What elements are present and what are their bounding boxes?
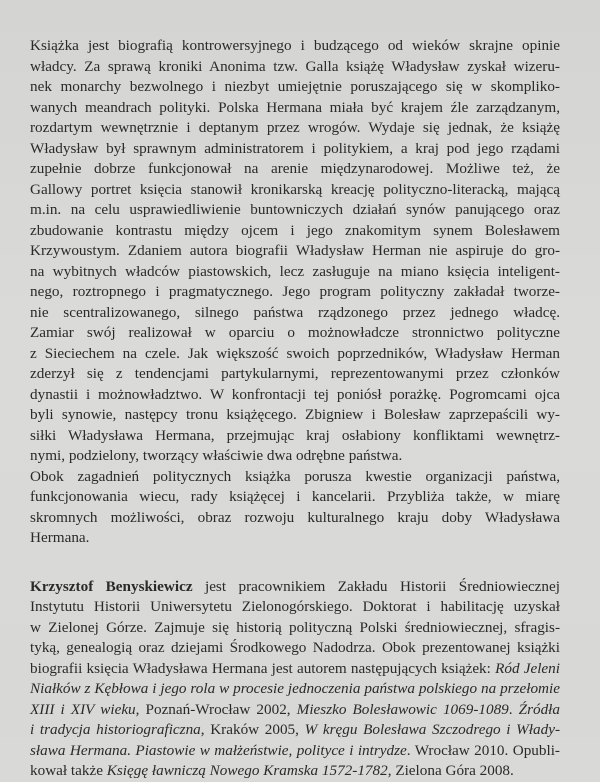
text-line: Książka jest biografią kontrowersyjnego i budzącego od wieków skrajne opinie: [30, 37, 560, 54]
book-title: Księgę ławniczą Nowego Kramska 1572-1782: [106, 762, 388, 779]
book-title: W kręgu Bolesława Szczodrego i Włady-: [304, 721, 561, 738]
text-line: wanych meandrach polityki. Polska Hermana miała być krajem źle zarządzanym,: [30, 98, 560, 116]
text-line: nek monarchy bezwolnego i niezbyt umiejętnie poruszającego się w skompliko-: [30, 78, 560, 95]
description-paragraph-2: [30, 467, 560, 549]
text-line: nymi, podzielony, tworzący właściwie dwa odrębne państwa.: [30, 447, 403, 464]
text-line: zupełnie dobrze funkcjonował na arenie międzynarodowej. Możliwe też, że: [30, 160, 560, 177]
book-title: Niałków z Kębłowa i jego rola w procesie jednoczenia państwa polskiego na przełomie: [30, 680, 560, 697]
text-line: m.in. na celu usprawiedliwienie buntowniczych działań synów panującego oraz: [30, 201, 560, 218]
bio-line: [30, 577, 560, 598]
bio-text: . Wrocław 2010. Opubli-: [406, 741, 560, 759]
text-line: siłki Władysława Hermana, przejmując kraj osłabiony konfliktami wewnętrz-: [30, 426, 560, 444]
author-bio: [30, 577, 560, 782]
bio-text: , Kraków 2005,: [200, 721, 305, 738]
bio-text: , Zielona Góra 2008.: [387, 762, 514, 779]
text-line: Władysław był sprawnym administratorem i politykiem, a kraj pod jego rządami: [30, 139, 560, 157]
bio-line: [30, 720, 560, 741]
text-line: na wybitnych władców piastowskich, lecz zasługuje na miano księcia inteligent-: [30, 262, 560, 280]
text-line: nie scentralizowanego, silnego państwa rządzonego przez jednego władcę.: [30, 303, 560, 321]
book-title: Źródła: [518, 700, 560, 718]
text-line: dynastii i możnowładztwo. W konfrontacji tej poniósł porażkę. Pogromcami ojca: [30, 385, 560, 403]
text-line: rozdartym wewnętrznie i deptanym przez wrogów. Wydaje się jednak, że książę: [30, 119, 560, 136]
bio-line: [30, 761, 560, 782]
book-title: Mieszko Bolesławowic 1069-1089: [296, 700, 509, 718]
bio-text: , Poznań-Wrocław 2002,: [135, 700, 297, 718]
text-line: Hermana.: [30, 529, 90, 546]
bio-line: [30, 679, 560, 700]
author-name: Krzysztof Benyskiewicz: [30, 577, 193, 595]
text-line: władcy. Za sprawą kroniki Anonima tzw. Galla książę Władysław zyskał wizeru-: [30, 57, 560, 75]
text-line: z Sieciechem na czele. Jak większość swoich poprzedników, Władysław Herman: [30, 344, 560, 362]
bio-line: [30, 659, 560, 680]
cover-text: [30, 36, 560, 782]
text-line: Zamiar swój realizował w oparciu o możnowładcze stronnictwo polityczne: [30, 324, 560, 341]
bio-text: kował także: [30, 762, 107, 779]
text-line: funkcjonowania wiecu, rady książęcej i kancelarii. Przybliża także, w miarę: [30, 488, 560, 505]
text-line: nego, roztropnego i pragmatycznego. Jego program polityczny zakładał tworze-: [30, 283, 560, 300]
bio-line: [30, 700, 560, 721]
bio-text: jest pracownikiem Zakładu Historii Średniowiecznej: [192, 577, 560, 595]
description-paragraph-1: [30, 36, 560, 467]
book-title: sława Hermana. Piastowie w małżeństwie, polityce i intrydze: [30, 741, 407, 759]
text-line: skromnych możliwości, obraz rozwoju kulturalnego kraju doby Władysława: [30, 508, 560, 526]
section-gap: [30, 549, 560, 577]
text-line: Obok zagadnień politycznych książka porusza kwestie organizacji państwa,: [30, 467, 560, 485]
text-line: Krzywoustym. Zdaniem autora biografii Władysław Herman nie aspiruje do gro-: [30, 242, 560, 259]
text-line: Gallowy portret księcia stanowił kronikarską kreację polityczno-literacką, mającą: [30, 180, 560, 198]
text-line: zbudowanie kontrastu między ojcem i jego znakomitym synem Bolesławem: [30, 221, 560, 239]
book-title: i tradycja historiograficzna: [30, 721, 201, 738]
bio-line: [30, 741, 560, 762]
text-line: byli synowie, następcy tronu książęcego. Zbigniew i Bolesław zaprzepaścili wy-: [30, 406, 560, 423]
bio-text: .: [508, 700, 519, 718]
bio-line: w Zielonej Górze. Zajmuje się historią polityczną Polski średniowiecznej, sfragis-: [30, 618, 560, 636]
bio-text: biografii księcia Władysława Hermana jest autorem następujących książek:: [30, 659, 496, 677]
bio-line: tyką, genealogią oraz dziejami Środkowego Nadodrza. Obok prezentowanej książki: [30, 639, 560, 656]
book-title: Ród Jeleni: [495, 659, 560, 677]
text-line: zderzył się z tendencjami partykularnymi, reprezentowanymi przez członków: [30, 365, 560, 382]
bio-line: Instytutu Historii Uniwersytetu Zielonogórskiego. Doktorat i habilitację uzyskał: [30, 598, 560, 615]
book-title: XIII i XIV wieku: [30, 700, 136, 718]
